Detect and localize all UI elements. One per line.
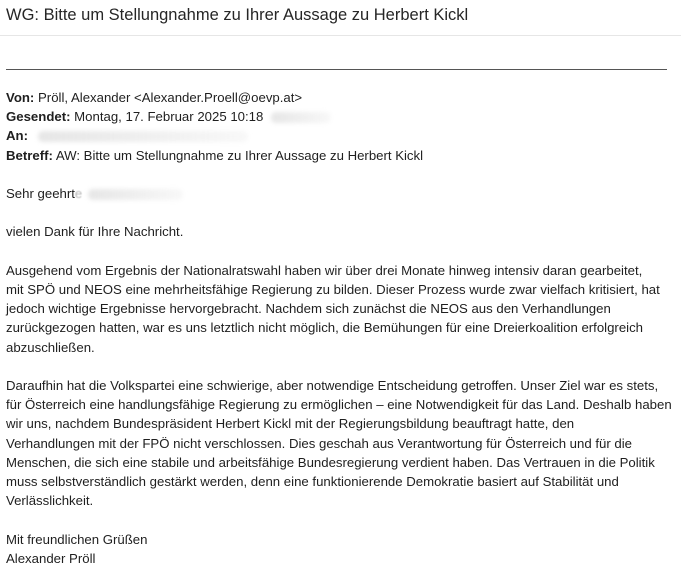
from-label: Von: [6, 90, 35, 105]
paragraph-2 [6, 376, 676, 510]
subject-line [6, 146, 676, 165]
paragraph-1-line: mit SPÖ und NEOS eine mehrheitsfähige Regierung zu bilden. Dieser Prozess wurde zwar vielfach kritisiert, hat [6, 281, 660, 297]
sent-label: Gesendet: [6, 109, 71, 125]
signature-line: Alexander Pröll [6, 550, 96, 566]
subject-value: AW: Bitte um Stellungnahme zu Ihrer Aussage zu Herbert Kickl [55, 147, 424, 163]
redacted-salutation-name [88, 189, 183, 200]
paragraph-2-line: Daraufhin hat die Volkspartei eine schwierige, aber notwendige Entscheidung getroffen. Unser Ziel war es stets, [6, 377, 659, 393]
paragraph-1-line: zurückgezogen hatten, war es uns letztlich nicht möglich, die Bemühungen für eine Dreierkoalition erfolgreich [6, 320, 644, 336]
paragraph-2-line: Verlässlichkeit. [6, 493, 94, 509]
paragraph-1 [6, 261, 676, 357]
salutation-text: Sehr geehrt [6, 185, 75, 201]
paragraph-2-line: muss selbstverständlich gestärkt werden, denn eine funktionierende Demokratie basiert auf Stabilität und [6, 473, 619, 489]
paragraph-2-line: Verhandlungen mit der FPÖ nicht verschlossen. Dies geschah aus Verantwortung für Österreich und für die [6, 435, 633, 451]
salutation-line [6, 184, 676, 203]
redacted-sent-extra [271, 112, 331, 123]
sent-value: Montag, 17. Februar 2025 10:18 [74, 109, 264, 125]
subject-label: Betreff: [6, 147, 53, 163]
salutation-faded: e [74, 185, 83, 201]
paragraph-2-line: wir uns, nachdem Bundespräsident Herbert Kickl mit der Regierungsbildung beauftragt hatte, den [6, 416, 575, 432]
paragraph-1-line: Ausgehend vom Ergebnis der Nationalratswahl haben wir über drei Monate hinweg intensiv daran gearbeitet, [6, 262, 643, 278]
email-subject-bar [0, 0, 681, 36]
header-divider [6, 69, 667, 70]
email-body [6, 88, 676, 568]
from-value[interactable]: Pröll, Alexander <Alexander.Proell@oevp.at> [38, 90, 303, 105]
paragraph-2-line: für Österreich eine handlungsfähige Regierung zu ermöglichen – eine Notwendigkeit für das Land. Deshalb haben [6, 397, 672, 413]
paragraph-2-line: Menschen, die sich eine stabile und arbeitsfähige Bundesregierung verdient haben. Das Vertrauen in die Politik [6, 454, 655, 470]
from-line [6, 88, 676, 107]
to-line [6, 126, 676, 145]
sent-line [6, 107, 676, 126]
redacted-recipient [38, 131, 248, 142]
closing-line: Mit freundlichen Grüßen [6, 531, 148, 547]
email-subject-title: WG: Bitte um Stellungnahme zu Ihrer Aussage zu Herbert Kickl [6, 6, 469, 24]
to-label: An: [6, 128, 28, 144]
paragraph-1-line: abzuschließen. [6, 339, 95, 355]
paragraph-1-line: jedoch wichtige Ergebnisse hervorgebracht. Nachdem sich zunächst die NEOS aus den Verhandlungen [6, 301, 611, 317]
thanks-paragraph: vielen Dank für Ihre Nachricht. [6, 224, 184, 240]
